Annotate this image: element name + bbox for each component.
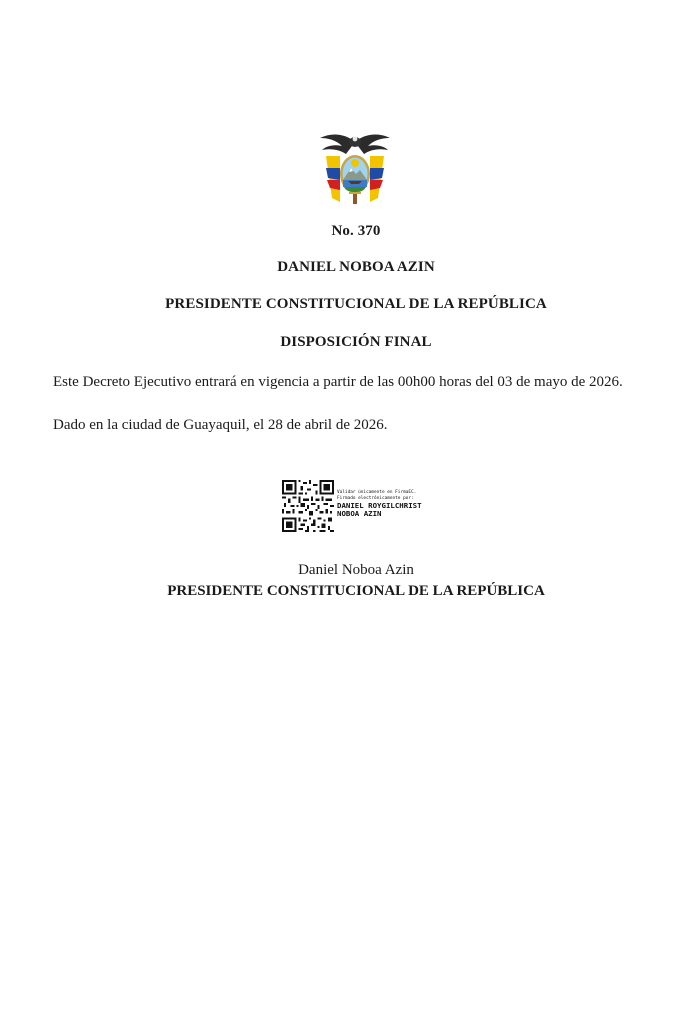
electronic-signature (282, 480, 452, 534)
signature-validation-note: Validar únicamente en FirmaEC. (337, 490, 417, 495)
signature-signer-line-1: DANIEL ROYGILCHRIST (337, 501, 422, 510)
signer-title: PRESIDENTE CONSTITUCIONAL DE LA REPÚBLICA (167, 583, 545, 599)
paragraph-issued-place-date: Dado en la ciudad de Guayaquil, el 28 de abril de 2026. (53, 417, 388, 433)
decree-number: No. 370 (331, 223, 381, 239)
signature-text (337, 490, 422, 518)
signature-signer-line-2: NOBOA AZIN (337, 509, 382, 518)
signer-name: Daniel Noboa Azin (298, 562, 414, 578)
president-name-heading: DANIEL NOBOA AZIN (277, 259, 435, 275)
qr-code-icon (282, 480, 334, 532)
section-heading: DISPOSICIÓN FINAL (280, 334, 432, 350)
president-title-heading: PRESIDENTE CONSTITUCIONAL DE LA REPÚBLICA (165, 296, 547, 312)
signature-signed-by-label: Firmado electrónicamente por: (337, 496, 414, 501)
coat-of-arms-icon (318, 128, 392, 206)
paragraph-effective-date: Este Decreto Ejecutivo entrará en vigencia a partir de las 00h00 horas del 03 de mayo de 2026. (53, 374, 623, 390)
